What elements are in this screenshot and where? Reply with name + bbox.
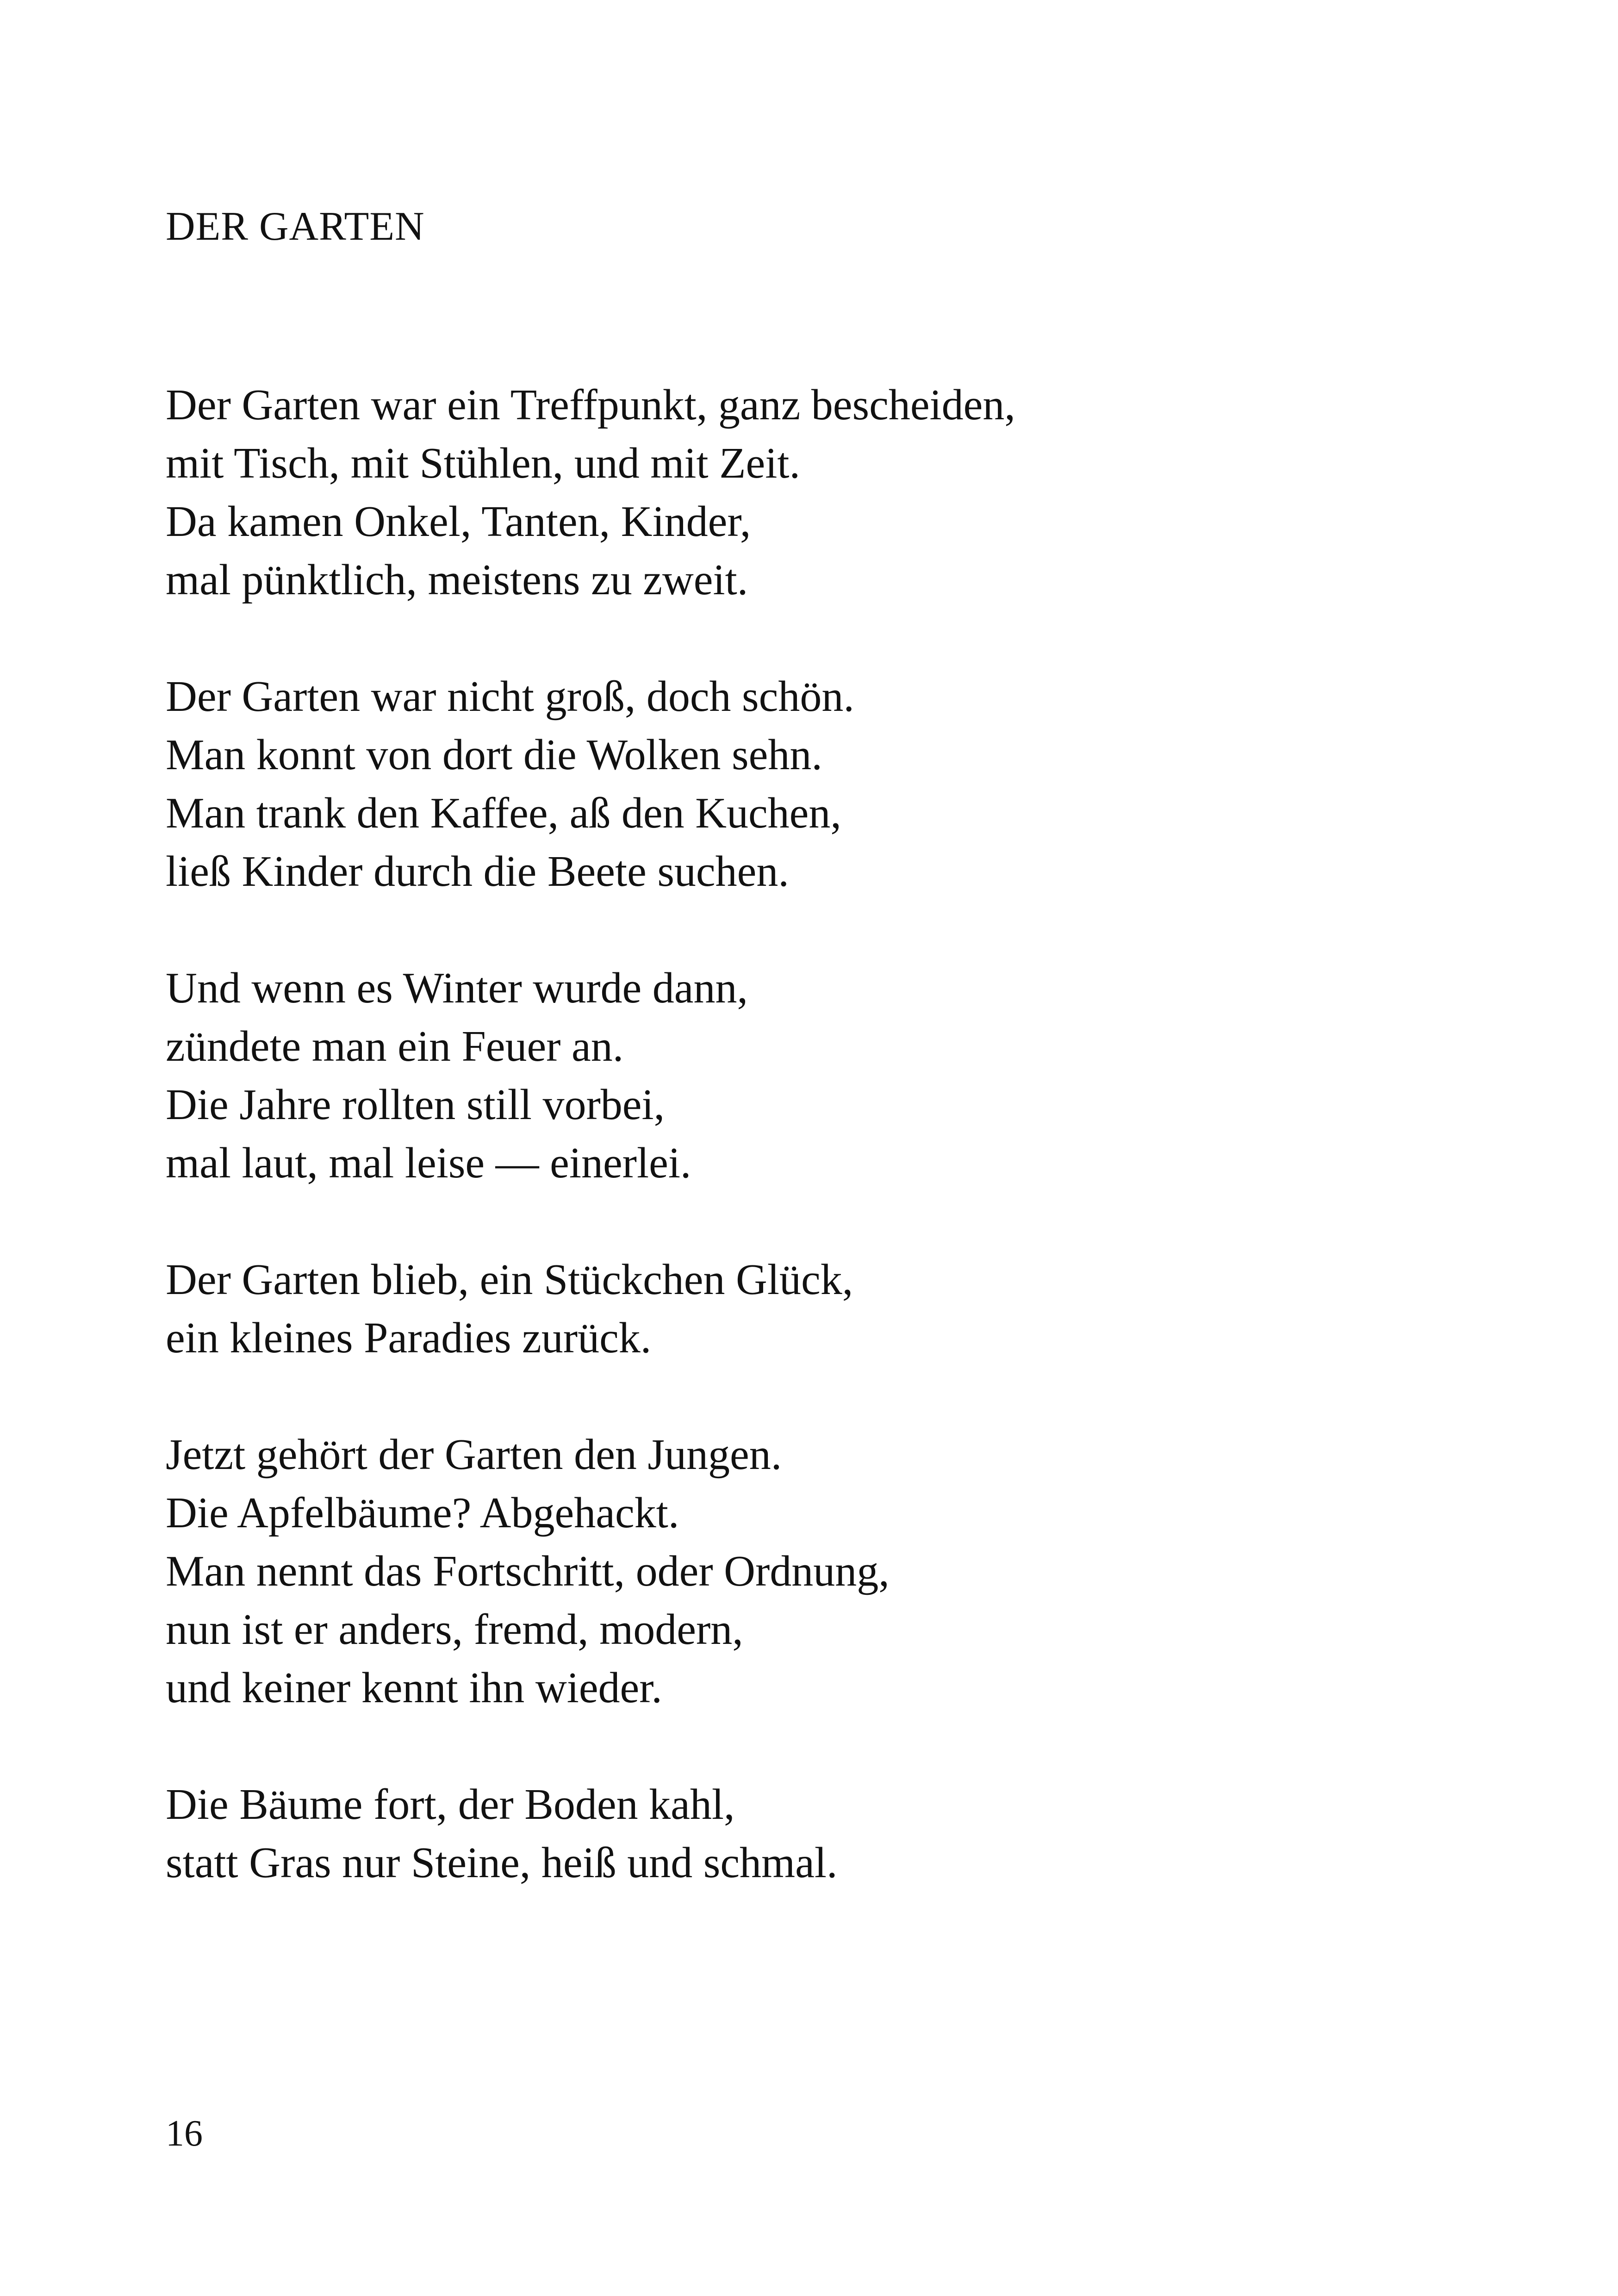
poem-line: Da kamen Onkel, Tanten, Kinder, — [166, 498, 751, 546]
poem-line: Die Bäume fort, der Boden kahl, — [166, 1780, 735, 1829]
poem-line: Der Garten war nicht groß, doch schön. — [166, 672, 854, 721]
poem-line: Man nennt das Fortschritt, oder Ordnung, — [166, 1547, 890, 1595]
page-number: 16 — [166, 2113, 203, 2154]
poem-line: ließ Kinder durch die Beete suchen. — [166, 847, 789, 896]
poem-line: mal pünktlich, meistens zu zweit. — [166, 556, 748, 604]
poem-line: Man trank den Kaffee, aß den Kuchen, — [166, 789, 841, 837]
stanza-5 — [166, 1425, 1508, 1717]
poem-line: mal laut, mal leise — einerlei. — [166, 1139, 691, 1187]
poem-line: Die Jahre rollten still vorbei, — [166, 1081, 665, 1129]
poem-line: mit Tisch, mit Stühlen, und mit Zeit. — [166, 439, 800, 487]
poem-body — [166, 376, 1508, 1892]
stanza-separator — [166, 1192, 1508, 1251]
stanza-separator — [166, 1367, 1508, 1425]
stanza-separator — [166, 609, 1508, 667]
poem-line: Man konnt von dort die Wolken sehn. — [166, 731, 822, 779]
stanza-separator — [166, 901, 1508, 959]
poem-title: DER GARTEN — [166, 204, 425, 249]
poem-line: zündete man ein Feuer an. — [166, 1022, 624, 1070]
stanza-1 — [166, 376, 1508, 609]
poem-line: Jetzt gehört der Garten den Jungen. — [166, 1431, 782, 1479]
poem-line: statt Gras nur Steine, heiß und schmal. — [166, 1839, 838, 1887]
poem-line: ein kleines Paradies zurück. — [166, 1314, 652, 1362]
stanza-6 — [166, 1775, 1508, 1892]
stanza-2 — [166, 667, 1508, 901]
poem-line: Die Apfelbäume? Abgehackt. — [166, 1489, 679, 1537]
stanza-separator — [166, 1717, 1508, 1775]
poem-line: und keiner kennt ihn wieder. — [166, 1664, 662, 1712]
poem-line: Der Garten war ein Treffpunkt, ganz bescheiden, — [166, 381, 1015, 429]
poem-line: nun ist er anders, fremd, modern, — [166, 1605, 743, 1654]
poem-line: Und wenn es Winter wurde dann, — [166, 964, 748, 1012]
poem-line: Der Garten blieb, ein Stückchen Glück, — [166, 1256, 853, 1304]
stanza-3 — [166, 959, 1508, 1192]
stanza-4 — [166, 1251, 1508, 1367]
